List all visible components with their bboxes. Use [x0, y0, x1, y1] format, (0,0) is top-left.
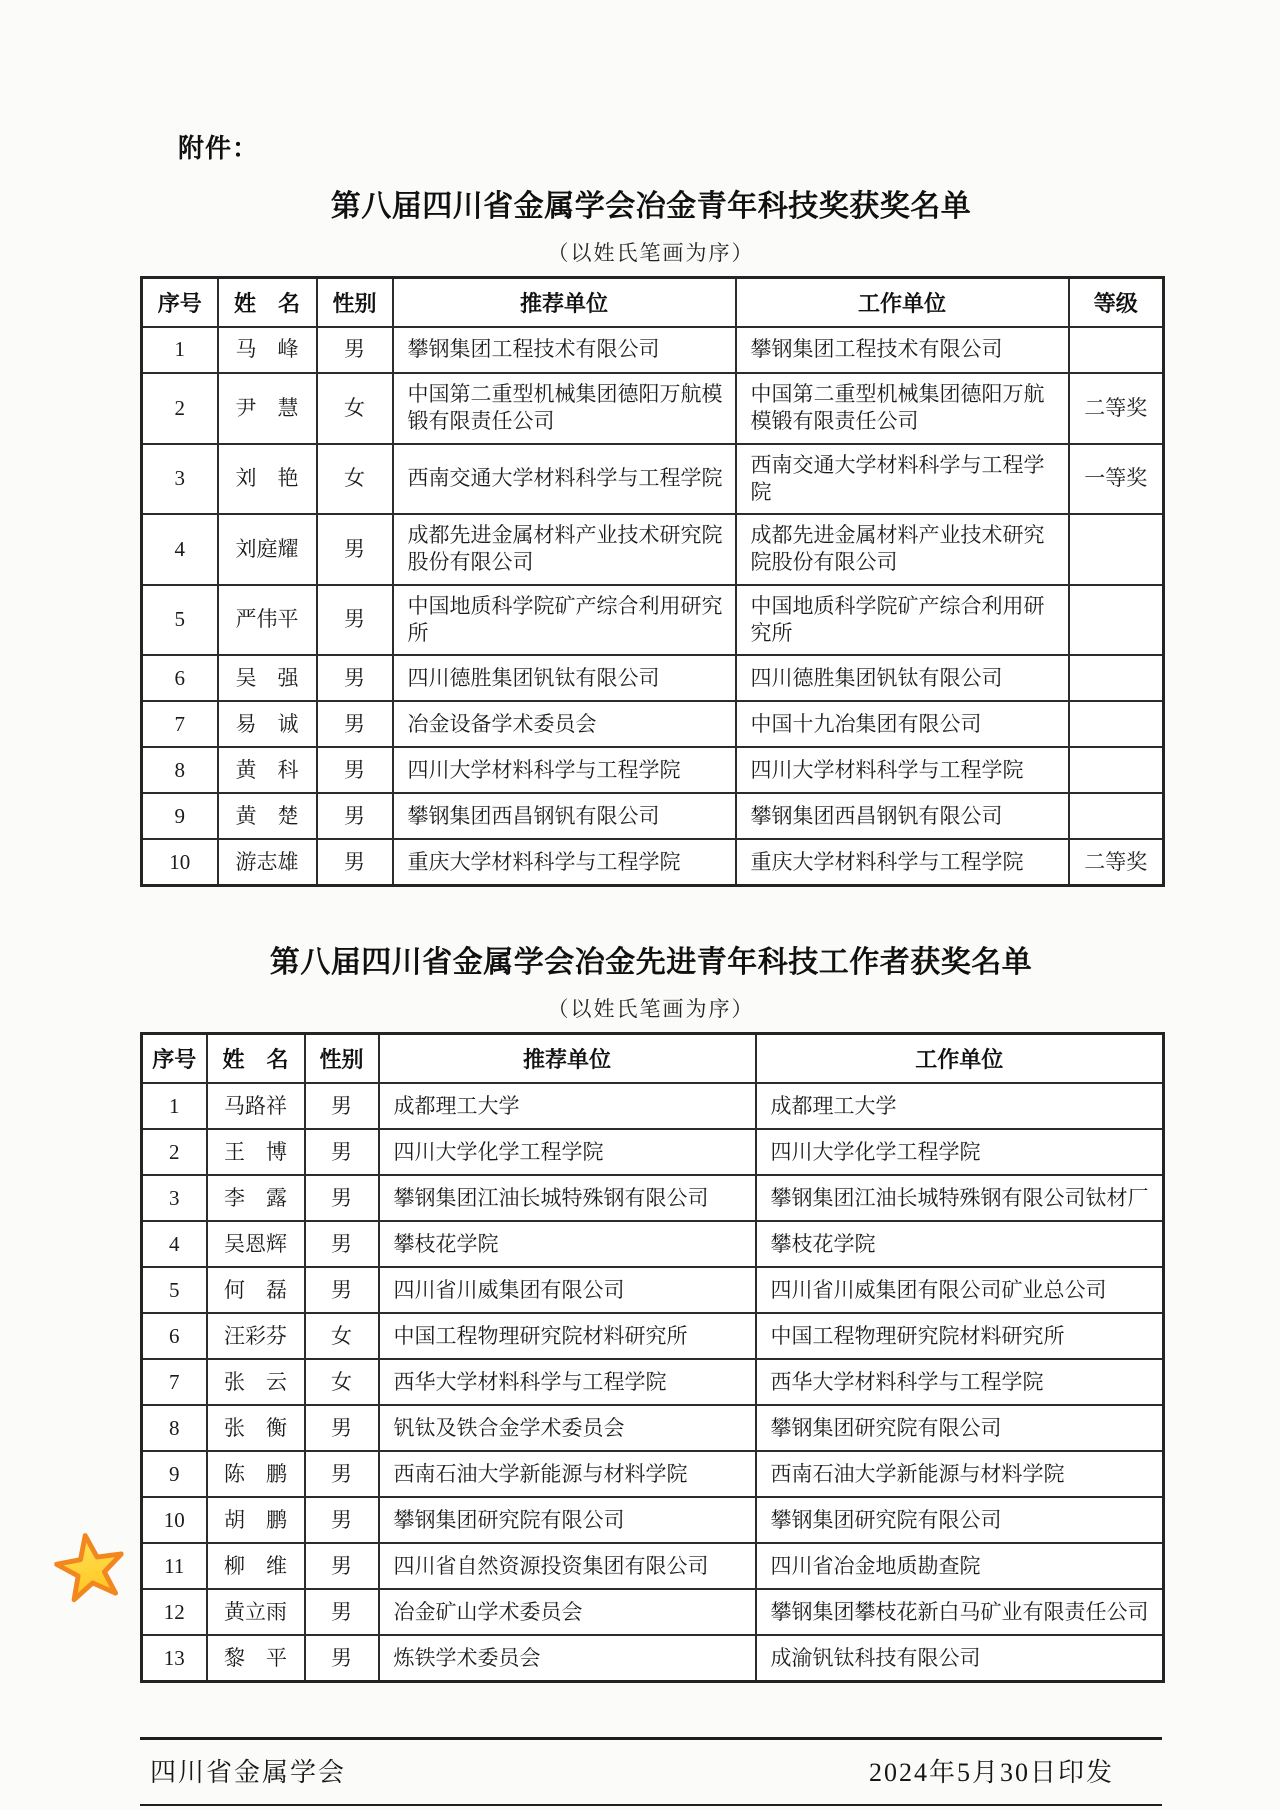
table-cell: 攀钢集团研究院有限公司	[379, 1497, 756, 1543]
table-cell: 西华大学材料科学与工程学院	[756, 1359, 1164, 1405]
column-header: 姓 名	[207, 1034, 305, 1084]
table-cell: 黎 平	[207, 1635, 305, 1682]
document-footer	[140, 1737, 1162, 1806]
table-cell: 西南石油大学新能源与材料学院	[756, 1451, 1164, 1497]
table-row	[142, 1267, 1164, 1313]
table-row	[142, 793, 1164, 839]
table-cell: 13	[142, 1635, 207, 1682]
table-cell: 游志雄	[218, 839, 317, 886]
table1-body	[142, 327, 1164, 886]
attachment-label: 附件：	[178, 133, 260, 163]
table-cell	[1069, 701, 1164, 747]
table-row	[142, 585, 1164, 656]
table-cell: 成都理工大学	[379, 1083, 756, 1129]
table-cell: 男	[305, 1451, 379, 1497]
table-cell: 2	[142, 373, 218, 444]
table-cell: 男	[305, 1589, 379, 1635]
section2-title: 第八届四川省金属学会冶金先进青年科技工作者获奖名单	[269, 946, 1033, 980]
table-row	[142, 373, 1164, 444]
table-cell: 女	[317, 373, 393, 444]
section1-title: 第八届四川省金属学会冶金青年科技奖获奖名单	[330, 190, 972, 223]
table-cell: 1	[142, 1083, 207, 1129]
table-cell: 何 磊	[207, 1267, 305, 1313]
table-cell: 汪彩芬	[207, 1313, 305, 1359]
table-row	[142, 1221, 1164, 1267]
table-row	[142, 1083, 1164, 1129]
table-cell: 5	[142, 585, 218, 656]
table-cell: 男	[305, 1405, 379, 1451]
table-cell: 8	[142, 747, 218, 793]
document-page	[140, 0, 1162, 1806]
table-cell: 9	[142, 793, 218, 839]
table-cell	[1069, 585, 1164, 656]
table-cell: 攀钢集团工程技术有限公司	[393, 327, 736, 373]
table-row	[142, 839, 1164, 886]
table-row	[142, 1543, 1164, 1589]
table-cell: 四川大学材料科学与工程学院	[736, 747, 1069, 793]
table-cell: 四川省冶金地质勘查院	[756, 1543, 1164, 1589]
table-cell: 攀钢集团西昌钢钒有限公司	[736, 793, 1069, 839]
table-cell: 攀钢集团攀枝花新白马矿业有限责任公司	[756, 1589, 1164, 1635]
table-cell: 5	[142, 1267, 207, 1313]
table-cell: 男	[305, 1083, 379, 1129]
header-row	[142, 1034, 1164, 1084]
table-row	[142, 701, 1164, 747]
table-cell: 重庆大学材料科学与工程学院	[736, 839, 1069, 886]
table-cell: 3	[142, 444, 218, 515]
table-cell: 攀钢集团工程技术有限公司	[736, 327, 1069, 373]
issuing-org: 四川省金属学会	[150, 1758, 347, 1788]
table-cell: 男	[317, 701, 393, 747]
table-cell: 成都理工大学	[756, 1083, 1164, 1129]
table-cell: 二等奖	[1069, 839, 1164, 886]
table-cell: 张 衡	[207, 1405, 305, 1451]
table-cell: 成渝钒钛科技有限公司	[756, 1635, 1164, 1682]
table-cell	[1069, 655, 1164, 701]
table-cell: 4	[142, 514, 218, 585]
table-cell: 黄 楚	[218, 793, 317, 839]
table-row	[142, 514, 1164, 585]
award-table-1	[140, 276, 1165, 887]
column-header: 工作单位	[756, 1034, 1164, 1084]
table-cell: 四川省自然资源投资集团有限公司	[379, 1543, 756, 1589]
table-row	[142, 655, 1164, 701]
table-cell: 女	[305, 1359, 379, 1405]
table-cell: 男	[317, 327, 393, 373]
table-row	[142, 1359, 1164, 1405]
table-cell: 中国工程物理研究院材料研究所	[379, 1313, 756, 1359]
table-cell: 女	[305, 1313, 379, 1359]
award-section-advanced-worker	[140, 937, 1162, 1683]
table-cell: 冶金设备学术委员会	[393, 701, 736, 747]
table-cell: 成都先进金属材料产业技术研究院股份有限公司	[736, 514, 1069, 585]
table2-body	[142, 1083, 1164, 1682]
table-cell: 10	[142, 1497, 207, 1543]
column-header: 姓 名	[218, 278, 317, 328]
table-cell: 马 峰	[218, 327, 317, 373]
table-row	[142, 1589, 1164, 1635]
column-header: 推荐单位	[379, 1034, 756, 1084]
table-cell: 6	[142, 655, 218, 701]
table-cell: 中国地质科学院矿产综合利用研究所	[736, 585, 1069, 656]
table-cell: 男	[305, 1129, 379, 1175]
table-cell: 男	[305, 1267, 379, 1313]
table-cell: 攀钢集团研究院有限公司	[756, 1405, 1164, 1451]
table-cell: 10	[142, 839, 218, 886]
table-row	[142, 1635, 1164, 1682]
table-cell	[1069, 327, 1164, 373]
table-cell: 西南石油大学新能源与材料学院	[379, 1451, 756, 1497]
table-cell: 四川省川威集团有限公司	[379, 1267, 756, 1313]
table-cell: 刘庭耀	[218, 514, 317, 585]
column-header: 推荐单位	[393, 278, 736, 328]
table-cell: 吴 强	[218, 655, 317, 701]
table-cell: 黄立雨	[207, 1589, 305, 1635]
table-cell: 攀枝花学院	[756, 1221, 1164, 1267]
table-cell: 6	[142, 1313, 207, 1359]
table-cell: 一等奖	[1069, 444, 1164, 515]
table-cell: 男	[317, 747, 393, 793]
table2-head	[142, 1034, 1164, 1084]
table-cell: 攀钢集团江油长城特殊钢有限公司钛材厂	[756, 1175, 1164, 1221]
table-cell	[1069, 747, 1164, 793]
table-cell: 四川德胜集团钒钛有限公司	[736, 655, 1069, 701]
table-cell: 冶金矿山学术委员会	[379, 1589, 756, 1635]
table-cell: 重庆大学材料科学与工程学院	[393, 839, 736, 886]
table-row	[142, 1405, 1164, 1451]
header-row	[142, 278, 1164, 328]
table-cell: 男	[305, 1635, 379, 1682]
column-header: 性别	[305, 1034, 379, 1084]
table-cell: 男	[305, 1543, 379, 1589]
table-cell: 女	[317, 444, 393, 515]
section1-subtitle: （以姓氏笔画为序）	[547, 241, 755, 265]
table-cell: 四川大学材料科学与工程学院	[393, 747, 736, 793]
column-header: 序号	[142, 278, 218, 328]
table-cell: 男	[317, 585, 393, 656]
table-cell: 1	[142, 327, 218, 373]
section2-subtitle: （以姓氏笔画为序）	[547, 997, 755, 1022]
table-row	[142, 444, 1164, 515]
table-cell: 易 诚	[218, 701, 317, 747]
table-row	[142, 1129, 1164, 1175]
table-cell: 中国第二重型机械集团德阳万航模锻有限责任公司	[393, 373, 736, 444]
table-cell: 成都先进金属材料产业技术研究院股份有限公司	[393, 514, 736, 585]
table-cell: 攀钢集团西昌钢钒有限公司	[393, 793, 736, 839]
table-row	[142, 1451, 1164, 1497]
table-cell: 黄 科	[218, 747, 317, 793]
table-cell: 攀钢集团江油长城特殊钢有限公司	[379, 1175, 756, 1221]
table-cell: 3	[142, 1175, 207, 1221]
table-cell: 4	[142, 1221, 207, 1267]
award-table-2	[140, 1032, 1165, 1683]
table-row	[142, 1497, 1164, 1543]
table-cell	[1069, 514, 1164, 585]
column-header: 等级	[1069, 278, 1164, 328]
table-cell: 攀枝花学院	[379, 1221, 756, 1267]
table-cell: 攀钢集团研究院有限公司	[756, 1497, 1164, 1543]
table-cell: 中国工程物理研究院材料研究所	[756, 1313, 1164, 1359]
table-cell: 二等奖	[1069, 373, 1164, 444]
star-icon	[50, 1527, 130, 1605]
table-cell: 四川大学化学工程学院	[756, 1129, 1164, 1175]
table-cell: 7	[142, 701, 218, 747]
table-row	[142, 747, 1164, 793]
table-cell: 男	[305, 1221, 379, 1267]
column-header: 序号	[142, 1034, 207, 1084]
table-cell: 刘 艳	[218, 444, 317, 515]
issue-date: 2024年5月30日印发	[868, 1758, 1114, 1788]
table-cell: 男	[317, 514, 393, 585]
table-cell	[1069, 793, 1164, 839]
table-cell: 严伟平	[218, 585, 317, 656]
table-cell: 钒钛及铁合金学术委员会	[379, 1405, 756, 1451]
table-cell: 西南交通大学材料科学与工程学院	[393, 444, 736, 515]
table-cell: 胡 鹏	[207, 1497, 305, 1543]
table-cell: 男	[317, 839, 393, 886]
table-row	[142, 327, 1164, 373]
table-cell: 中国第二重型机械集团德阳万航模锻有限责任公司	[736, 373, 1069, 444]
table1-head	[142, 278, 1164, 328]
table-cell: 西华大学材料科学与工程学院	[379, 1359, 756, 1405]
table-cell: 2	[142, 1129, 207, 1175]
table-cell: 王 博	[207, 1129, 305, 1175]
table-cell: 马路祥	[207, 1083, 305, 1129]
table-cell: 李 露	[207, 1175, 305, 1221]
table-row	[142, 1175, 1164, 1221]
table-cell: 中国十九冶集团有限公司	[736, 701, 1069, 747]
table-cell: 张 云	[207, 1359, 305, 1405]
table-cell: 四川省川威集团有限公司矿业总公司	[756, 1267, 1164, 1313]
table-cell: 四川大学化学工程学院	[379, 1129, 756, 1175]
table-cell: 男	[305, 1175, 379, 1221]
table-cell: 男	[317, 793, 393, 839]
table-cell: 11	[142, 1543, 207, 1589]
table-cell: 陈 鹏	[207, 1451, 305, 1497]
table-cell: 尹 慧	[218, 373, 317, 444]
table-cell: 男	[317, 655, 393, 701]
table-cell: 8	[142, 1405, 207, 1451]
table-cell: 男	[305, 1497, 379, 1543]
table-cell: 柳 维	[207, 1543, 305, 1589]
table-cell: 西南交通大学材料科学与工程学院	[736, 444, 1069, 515]
column-header: 性别	[317, 278, 393, 328]
table-row	[142, 1313, 1164, 1359]
table-cell: 中国地质科学院矿产综合利用研究所	[393, 585, 736, 656]
table-cell: 7	[142, 1359, 207, 1405]
table-cell: 四川德胜集团钒钛有限公司	[393, 655, 736, 701]
award-section-youth-award	[140, 181, 1162, 887]
column-header: 工作单位	[736, 278, 1069, 328]
table-cell: 9	[142, 1451, 207, 1497]
table-cell: 炼铁学术委员会	[379, 1635, 756, 1682]
table-cell: 吴恩辉	[207, 1221, 305, 1267]
table-cell: 12	[142, 1589, 207, 1635]
